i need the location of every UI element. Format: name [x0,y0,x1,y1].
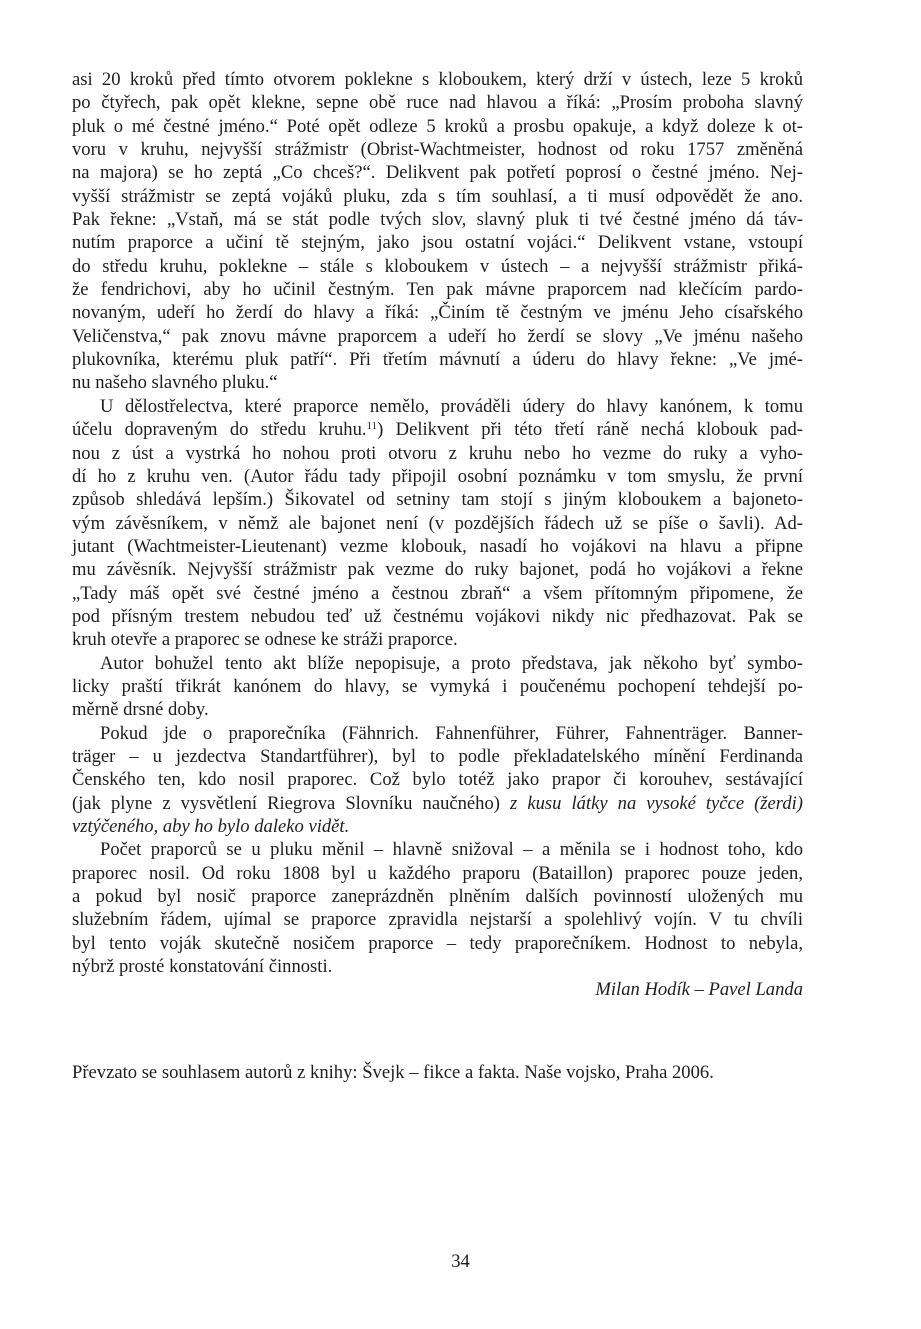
text-line: jutant (Wachtmeister-Lieutenant) vezme klobouk, nasadí ho vojákovi na hlavu a připne [72,535,803,557]
text-line: Počet praporců se u pluku měnil – hlavně snižoval – a měnila se i hodnost toho, kdo [100,839,803,861]
text-line: způsob shledává lepším.) Šikovatel od setniny tam stojí s jiným kloboukem a bajoneto- [72,489,803,511]
text-line: nýbrž prosté konstatování činnosti. [72,956,333,978]
text-line: novaným, udeří ho žerdí do hlavy a říká: „Činím tě čestným ve jménu Jeho císařského [72,302,803,324]
text-line: vým závěsníkem, v němž ale bajonet není (v pozdějších řádech už se píše o šavli). Ad- [72,512,803,534]
text-line: byl tento voják skutečně nosičem praporce – tedy praporečníkem. Hodnost to nebyla, [72,932,803,954]
text-line: Pak řekne: „Vstaň, má se stát podle tvých slov, slavný pluk ti tvé čestné jméno dá táv- [72,209,803,231]
text-line: pod přísným trestem nebudou teď už čestnému vojákovi nikdy nic předhazovat. Pak se [72,605,803,627]
text-line: „Tady máš opět své čestné jméno a čestnou zbraň“ a všem přítomným připomene, že [72,582,803,604]
article-body [72,68,803,1002]
text-line: praporec nosil. Od roku 1808 byl u každého praporu (Bataillon) praporec pouze jeden, [72,862,803,884]
text-line: asi 20 kroků před tímto otvorem poklekne s kloboukem, který drží v ústech, leze 5 kroků [72,69,803,90]
text-line: vyšší strážmistr se zeptá vojáků pluku, zda s tím souhlasí, a ti musí odpovědět že ano. [72,185,803,207]
page-number: 34 [451,1251,470,1272]
source-note: Převzato se souhlasem autorů z knihy: Švejk – fikce a fakta. Naše vojsko, Praha 2006. [72,1062,714,1083]
text-line: po čtyřech, pak opět klekne, sepne obě ruce nad hlavou a říká: „Prosím proboha slavný [72,92,803,114]
text-line: mu závěsník. Nejvyšší strážmistr pak vezme do ruky bajonet, podá ho vojákovi a řekne [72,559,803,581]
paragraph-3 [72,652,803,722]
text-line: a pokud byl nosič praporce zaneprázdněn plněním dalších povinností uložených mu [72,886,803,908]
footnote-reference[interactable]: 11 [366,420,378,433]
text-line: plukovníka, kterému pluk patří“. Při třetím mávnutí a úderu do hlavy řekne: „Ve jmé- [72,349,803,371]
text-line: Veličenstva,“ pak znovu mávne praporcem a udeří ho žerdí se slovy „Ve jménu našeho [72,325,803,347]
text-line: pluk o mé čestné jméno.“ Poté opět odleze 5 kroků a prosbu opakuje, a když doleze k ot- [72,115,803,137]
paragraph-2 [72,395,803,652]
text-line: dí ho z kruhu ven. (Autor řádu tady připojil osobní poznámku v tom smyslu, že první [72,465,803,487]
text-line: U dělostřelectva, které praporce nemělo, prováděli údery do hlavy kanónem, k tomu [100,395,803,417]
text-line: Čenského ten, kdo nosil praporec. Což bylo totéž jako prapor či korouhev, sestávající [72,769,803,791]
paragraph-4 [72,722,803,839]
text-line: měrně drsné doby. [72,699,209,721]
paragraph-5 [72,838,803,978]
text-line: kruh otevře a praporec se odnese ke stráži praporce. [72,629,458,651]
text-line: voru v kruhu, nejvyšší strážmistr (Obrist-Wachtmeister, hodnost od roku 1757 změněná [72,139,803,161]
text-line: nu našeho slavného pluku.“ [72,372,278,394]
text-line-with-footnote [72,418,803,441]
paragraph-1 [72,68,803,395]
text-line: nutím praporce a učiní tě stejným, jako jsou ostatní vojáci.“ Delikvent vstane, vstoupí [72,232,803,254]
text-line: na majora) se ho zeptá „Co chceš?“. Delikvent pak potřetí poprosí o čestné jméno. Nej- [72,162,803,184]
text-line: träger – u jezdectva Standartführer), byl to podle překladatelského mínění Ferdinanda [72,745,803,767]
text-segment: účelu dopraveným do středu kruhu. [72,419,367,441]
text-line: Pokud jde o praporečníka (Fähnrich. Fahnenführer, Führer, Fahnenträger. Banner- [100,722,803,744]
text-segment: ) Delikvent při této třetí ráně nechá klobouk pad- [377,419,803,441]
text-line: licky praští třikrát kanónem do hlavy, se vymyká i poučenému pochopení tehdejší po- [72,675,803,697]
text-line: do středu kruhu, poklekne – stále s kloboukem v ústech – a nejvyšší strážmistr přiká- [72,255,803,277]
text-line: že fendrichovi, aby ho učinil čestným. Ten pak mávne praporcem nad klečícím pardo- [72,279,803,301]
italic-quote: z kusu látky na vysoké tyčce (žerdi) [510,792,804,814]
text-line: nou z úst a vystrká ho nohou proti otvoru z kruhu nebo ho vezme do ruky a vyho- [72,442,803,464]
text-line: služebním řádem, ujímal se praporce zpravidla nejstarší a spolehlivý vojín. V tu chvíli [72,909,803,931]
text-segment: (jak plyne z vysvětlení Riegrova Slovníku naučného) [72,792,511,814]
text-line: Autor bohužel tento akt blíže nepopisuje, a proto představa, jak někoho byť symbo- [100,652,803,674]
author-signature: Milan Hodík – Pavel Landa [595,979,803,1001]
text-line-mixed [72,792,803,815]
italic-quote: vztýčeného, aby ho bylo daleko vidět. [72,816,350,837]
